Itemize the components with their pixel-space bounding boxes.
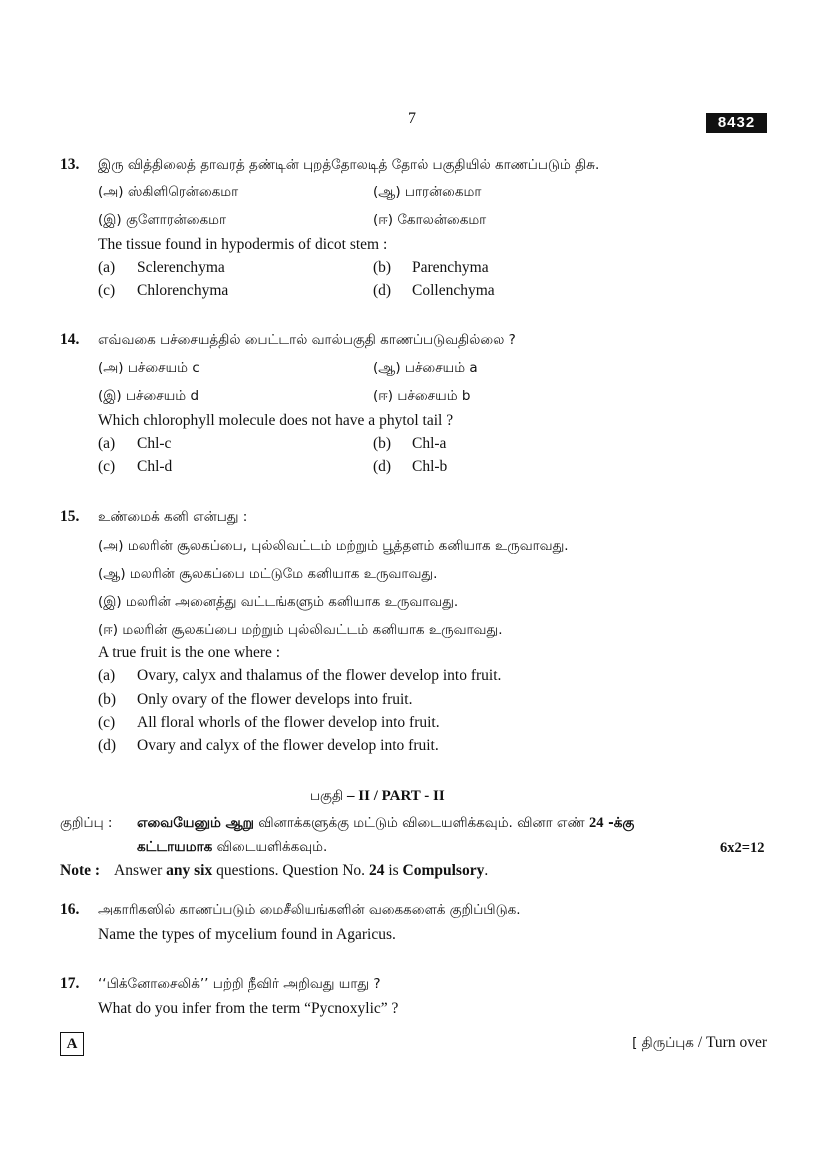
note-text: விடையளிக்கவும். [212,839,328,855]
option-tamil-c: (இ) குளோரன்கைமா [98,212,227,228]
section-heading-english: – II / PART - II [347,788,445,804]
question-text-english: Which chlorophyll molecule does not have a phytol tail ? [98,412,454,429]
option-label: (b) [373,259,392,276]
note-text-tamil-line2 [137,839,327,857]
question-number: 17. [60,975,80,992]
option-tamil-b: (ஆ) பச்சையம் a [373,360,478,376]
note-question-number: 24 [588,815,604,831]
option-label: (d) [373,458,392,475]
option-label: (d) [98,737,117,754]
question-text-english: The tissue found in hypodermis of dicot stem : [98,236,388,253]
note-bold-text: any six [166,862,213,879]
option-label: (b) [373,435,392,452]
option-label: (c) [98,282,116,299]
paper-code-badge: 8432 [706,113,767,133]
option-text: Chl-c [137,435,172,452]
option-tamil-c: (இ) பச்சையம் d [98,388,200,404]
turn-over-english: / Turn over [693,1034,767,1051]
option-tamil-d: (ஈ) பச்சையம் b [373,388,471,404]
marks-allocation: 6x2=12 [720,840,765,856]
option-text: Parenchyma [412,259,489,276]
note-text: questions. Question No. [212,862,369,879]
option-label: (a) [98,259,116,276]
option-label: (c) [98,458,116,475]
option-text: Ovary, calyx and thalamus of the flower develop into fruit. [137,667,502,684]
note-text: is [384,862,403,879]
turn-over-text [632,1034,767,1053]
option-tamil-a: (அ) பச்சையம் c [98,360,200,376]
option-text: Ovary and calyx of the flower develop into fruit. [137,737,439,754]
option-text: Collenchyma [412,282,495,299]
question-number: 14. [60,331,80,348]
note-label-tamil: குறிப்பு : [60,815,113,831]
question-text-tamil: எவ்வகை பச்சையத்தில் பைட்டால் வால்பகுதி காணப்படுவதில்லை ? [98,332,516,348]
question-text-tamil: இரு வித்திலைத் தாவரத் தண்டின் புறத்தோலடித் தோல் பகுதியில் காணப்படும் திசு. [98,157,600,173]
note-bold-text: 24 [368,862,385,879]
option-label: (b) [98,691,117,708]
option-label: (a) [98,435,116,452]
option-tamil-a: (அ) ஸ்கிளிரென்கைமா [98,184,239,200]
page-number: 7 [408,110,416,127]
section-heading-tamil: பகுதி [310,788,344,804]
note-bold-text: Compulsory [402,862,485,879]
question-text-english: What do you infer from the term “Pycnoxylic” ? [98,1000,399,1017]
question-text-tamil: அகாரிகஸில் காணப்படும் மைசீலியங்களின் வகைகளைக் குறிப்பிடுக. [98,902,521,918]
question-text-tamil: உண்மைக் கனி என்பது : [98,509,248,525]
option-text: Only ovary of the flower develops into fruit. [137,691,413,708]
question-number: 16. [60,901,80,918]
question-number: 15. [60,508,80,525]
question-text-tamil: ‘‘பிக்னோசைலிக்’’ பற்றி நீவிர் அறிவது யாது ? [98,976,381,992]
option-tamil-a: (அ) மலரின் சூலகப்பை, புல்லிவட்டம் மற்றும் பூத்தளம் கனியாக உருவாவது. [98,538,569,554]
note-bold-text: எவையேனும் ஆறு [137,815,254,831]
note-english [60,862,488,880]
option-text: Chlorenchyma [137,282,229,299]
option-tamil-d: (ஈ) மலரின் சூலகப்பை மற்றும் புல்லிவட்டம் கனியாக உருவாவது. [98,622,503,638]
question-text-english: A true fruit is the one where : [98,644,281,661]
note-text: Answer [114,862,167,879]
option-text: Sclerenchyma [137,259,225,276]
note-text-tamil-line1 [137,815,634,833]
question-number: 13. [60,156,80,173]
option-label: (c) [98,714,116,731]
option-tamil-d: (ஈ) கோலன்கைமா [373,212,487,228]
note-text: . [484,862,489,879]
option-text: All floral whorls of the flower develop into fruit. [137,714,440,731]
question-text-english: Name the types of mycelium found in Agaricus. [98,926,396,943]
option-tamil-c: (இ) மலரின் அனைத்து வட்டங்களும் கனியாக உருவாவது. [98,594,459,610]
section-heading [310,787,445,806]
option-text: Chl-a [412,435,447,452]
option-label: (d) [373,282,392,299]
note-text: -க்கு [603,815,635,831]
note-text: வினாக்களுக்கு மட்டும் விடையளிக்கவும். வினா எண் [253,815,589,831]
series-box: A [60,1032,84,1056]
note-bold-text: கட்டாயமாக [137,839,213,855]
option-label: (a) [98,667,116,684]
option-tamil-b: (ஆ) பாரன்கைமா [373,184,482,200]
note-label: Note : [60,862,101,879]
option-tamil-b: (ஆ) மலரின் சூலகப்பை மட்டுமே கனியாக உருவாவது. [98,566,438,582]
option-text: Chl-b [412,458,448,475]
option-text: Chl-d [137,458,173,475]
turn-over-tamil: [ திருப்புக [632,1035,694,1051]
